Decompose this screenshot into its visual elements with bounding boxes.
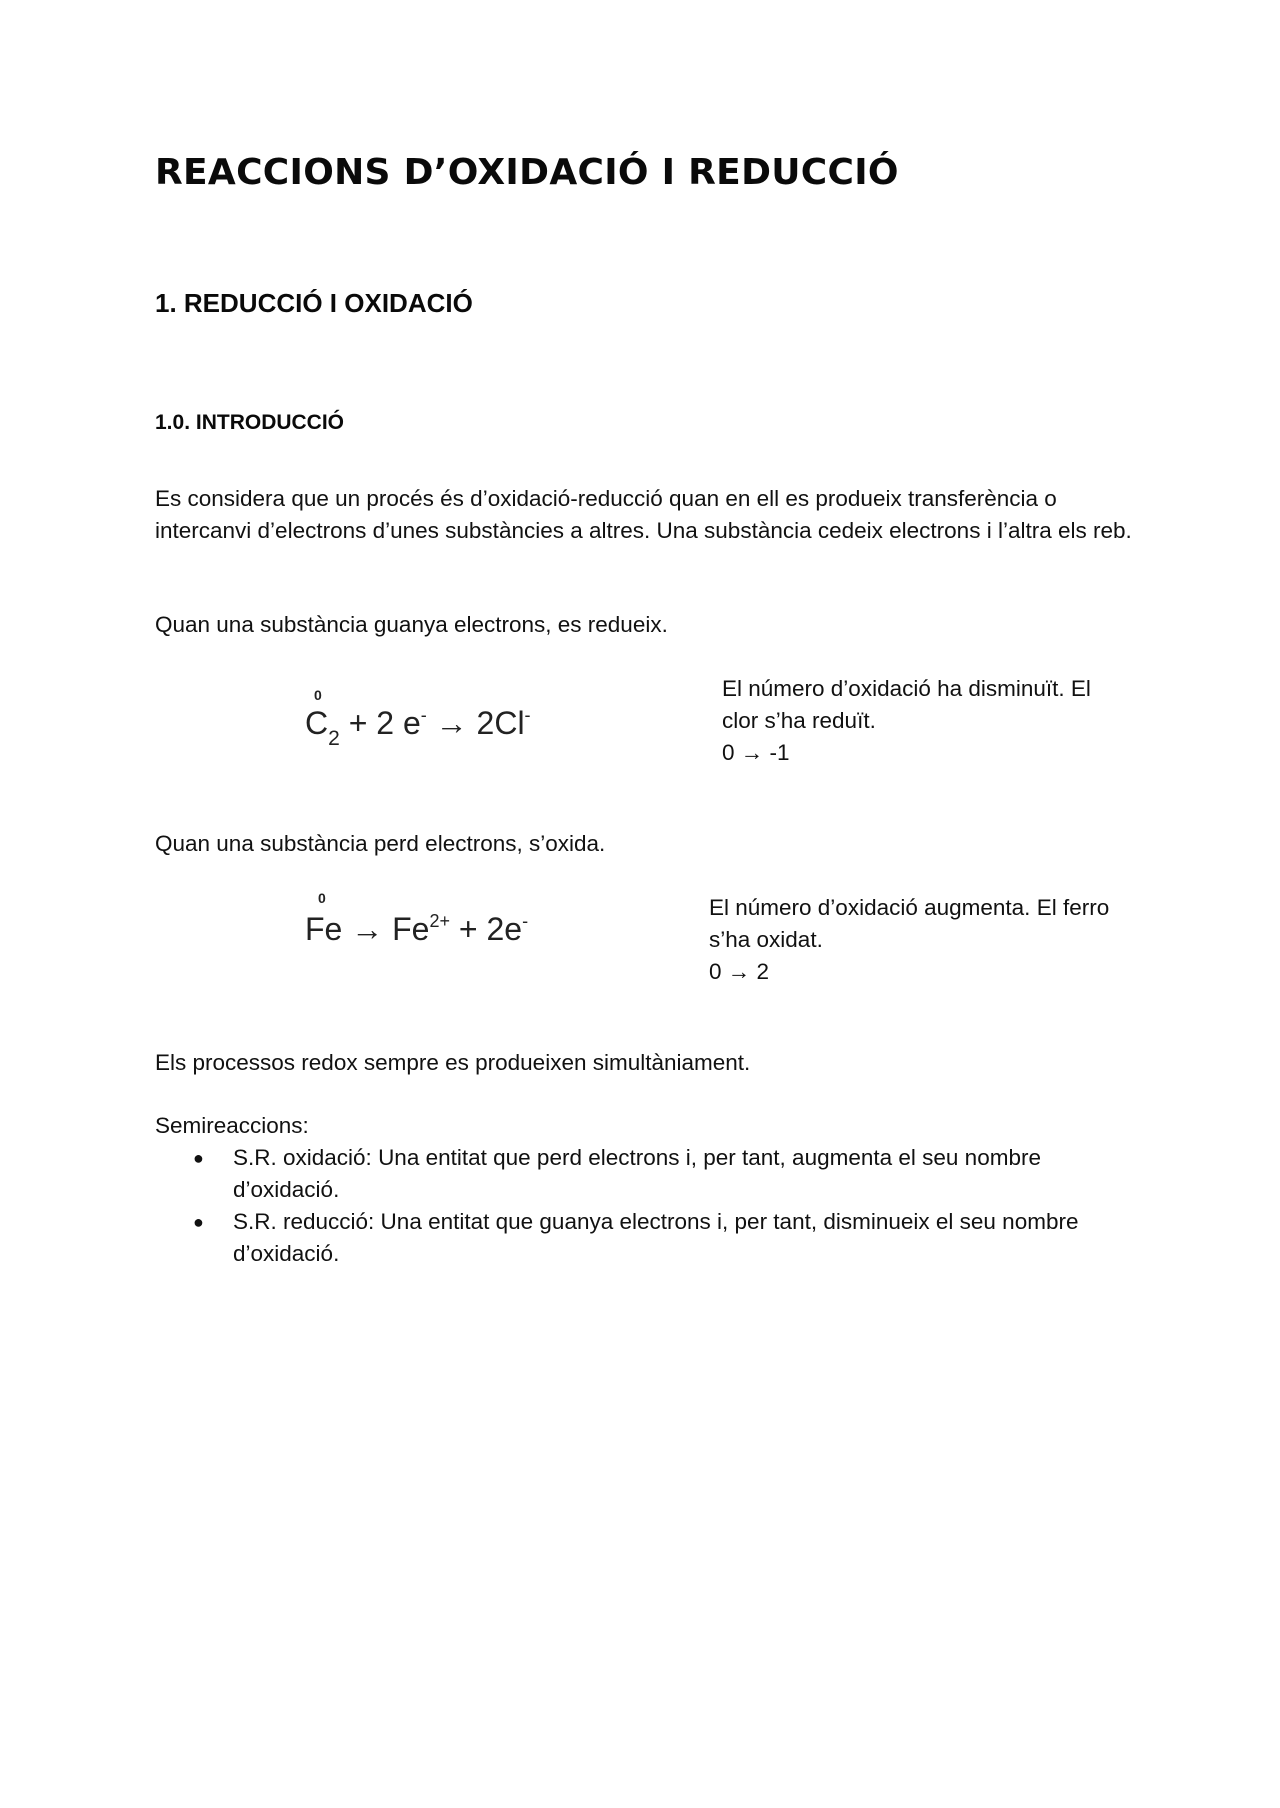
intro-paragraph: Es considera que un procés és d’oxidació-reducció quan en ell es produeix transferència o intercanvi d’electrons d’unes substàncies a altres. Una substància cedeix electrons i l’altra els reb. [155,486,1132,543]
electrons-term: + 2 e [339,705,421,741]
simultaneous-statement: Els processos redox sempre es produeixen simultàniament. [155,1050,751,1075]
chlorine-symbol: C [305,705,329,741]
chlorine-subscript: 2 [328,727,340,750]
list-item [155,1142,1145,1206]
oxidation-note-text: El número d’oxidació augmenta. El ferro s’ha oxidat. [709,895,1110,952]
semireactions-list [155,1142,1145,1270]
reduction-note-change: 0 → -1 [722,740,790,765]
reduction-note [722,673,1122,769]
subsection-heading: 1.0. INTRODUCCIÓ [155,411,345,434]
iron-reaction: Fe → Fe [305,911,430,947]
reduction-equation [305,705,531,750]
electron-charge: - [420,705,427,725]
reduction-ox-number: 0 [314,687,322,703]
semireaction-oxidation: S.R. oxidació: Una entitat que perd electrons i, per tant, augmenta el seu nombre d’oxidació. [233,1145,1041,1202]
section-heading: 1. REDUCCIÓ I OXIDACIÓ [155,288,473,318]
bullet-icon: ● [193,1212,204,1232]
oxidation-equation [305,911,528,948]
oxidation-ox-number: 0 [318,890,326,906]
chloride-product: → 2Cl [426,705,525,741]
reduction-statement: Quan una substància guanya electrons, es redueix. [155,612,668,637]
bullet-icon: ● [193,1148,204,1168]
iron-ion-charge: 2+ [429,911,450,931]
oxidation-note-change: 0 → 2 [709,959,770,984]
document-title: REACCIONS D’OXIDACIÓ I REDUCCIÓ [155,152,899,193]
oxidation-statement: Quan una substància perd electrons, s’oxida. [155,831,606,856]
semireactions-label: Semireaccions: [155,1113,309,1138]
chloride-charge: - [524,705,531,725]
oxidation-note [709,892,1149,988]
list-item [155,1206,1145,1270]
semireaction-reduction: S.R. reducció: Una entitat que guanya electrons i, per tant, disminueix el seu nombre d’oxidació. [233,1209,1079,1266]
electron-charge: - [522,911,529,931]
electrons-term: + 2e [450,911,523,947]
reduction-note-text: El número d’oxidació ha disminuït. El clor s’ha reduït. [722,676,1091,733]
